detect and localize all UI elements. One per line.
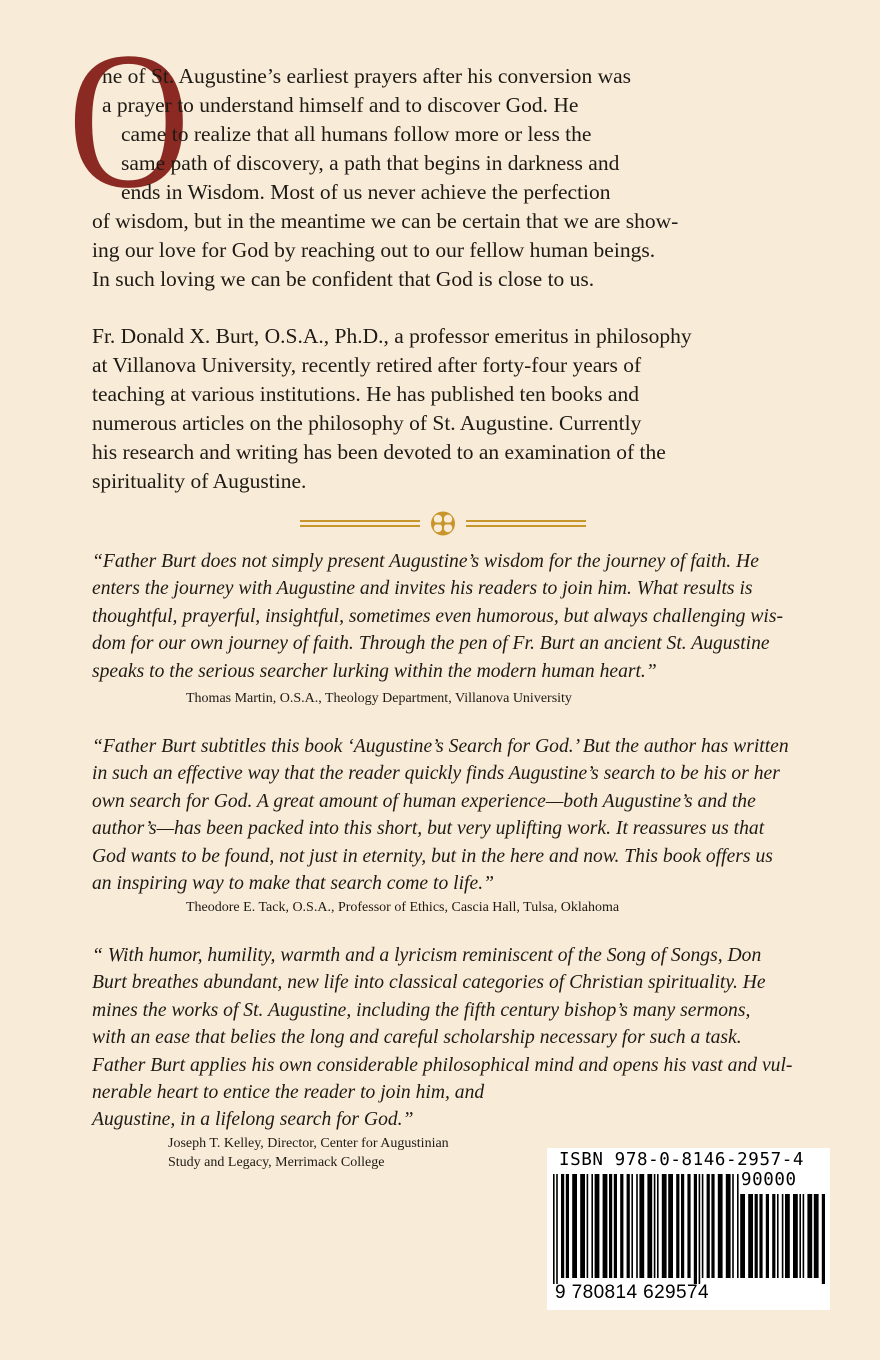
bio-line: Fr. Donald X. Burt, O.S.A., Ph.D., a professor emeritus in philosophy: [92, 324, 692, 348]
quote-line: “ With humor, humility, warmth and a lyricism reminiscent of the Song of Songs, Don: [92, 945, 762, 966]
barcode-bar: [639, 1174, 644, 1278]
barcode-bar: [603, 1174, 608, 1278]
quote-line: mines the works of St. Augustine, including the fifth century bishop’s many sermons,: [92, 999, 751, 1021]
quatrefoil-ornament-icon: [431, 512, 455, 536]
attribution-line: Thomas Martin, O.S.A., Theology Department, Villanova University: [186, 691, 572, 706]
intro-paragraph: [92, 62, 792, 294]
intro-line: same path of discovery, a path that begins in darkness and: [121, 151, 620, 175]
barcode-bar: [681, 1174, 684, 1278]
review-attribution-2: [186, 898, 619, 917]
review-quote-2: [92, 733, 832, 897]
quote-line: in such an effective way that the reader quickly finds Augustine’s search to be his or her: [92, 763, 780, 785]
barcode-bar: [707, 1174, 710, 1278]
attribution-line: Joseph T. Kelley, Director, Center for Augustinian: [168, 1136, 449, 1151]
barcode-bar: [595, 1174, 600, 1278]
barcode-bar: [711, 1174, 714, 1278]
intro-line: In such loving we can be confident that God is close to us.: [92, 267, 595, 291]
ean-number: 9 780814 629574: [555, 1282, 709, 1303]
barcode-bar: [718, 1174, 723, 1278]
barcode-bar: [777, 1194, 779, 1278]
barcode-bar: [553, 1174, 555, 1284]
quote-line: “Father Burt does not simply present Augustine’s wisdom for the journey of faith. He: [92, 551, 759, 572]
barcode-bar: [556, 1174, 558, 1284]
barcode-bar: [699, 1174, 701, 1284]
intro-line: ends in Wisdom. Most of us never achieve the perfection: [121, 180, 611, 204]
quote-line: “Father Burt subtitles this book ‘Augustine’s Search for God.’ But the author has written: [92, 736, 789, 757]
quote-line: author’s—has been packed into this short, but very uplifting work. It reassures us that: [92, 818, 765, 840]
barcode-bar: [636, 1174, 638, 1278]
barcode-bar: [785, 1194, 790, 1278]
barcode-bar: [793, 1194, 798, 1278]
quote-line: Burt breathes abundant, new life into classical categories of Christian spirituality. He: [92, 972, 766, 994]
attribution-line: Theodore E. Tack, O.S.A., Professor of Ethics, Cascia Hall, Tulsa, Oklahoma: [186, 900, 620, 915]
bio-line: numerous articles on the philosophy of St. Augustine. Currently: [92, 411, 642, 435]
barcode-bar: [676, 1174, 679, 1278]
barcode-bar: [572, 1174, 577, 1278]
barcode-bar: [609, 1174, 612, 1278]
quote-line: thoughtful, prayerful, insightful, sometimes even humorous, but always challenging wis-: [92, 605, 783, 627]
barcode-bar: [694, 1174, 697, 1284]
barcode-bar: [748, 1194, 753, 1278]
quote-line: nerable heart to entice the reader to join him, and: [92, 1082, 485, 1104]
barcode-bar: [782, 1194, 784, 1278]
barcode-bar: [687, 1174, 690, 1278]
quote-line: God wants to be found, not just in eternity, but in the here and now. This book offers us: [92, 845, 773, 867]
bio-line: spirituality of Augustine.: [92, 469, 307, 493]
bio-line: his research and writing has been devoted to an examination of the: [92, 440, 666, 464]
intro-line: ing our love for God by reaching out to our fellow human beings.: [92, 238, 656, 262]
drop-cap: O: [68, 12, 190, 229]
quote-line: enters the journey with Augustine and invites his readers to join him. What results is: [92, 578, 753, 600]
barcode-bar: [654, 1174, 656, 1278]
quote-line: dom for our own journey of faith. Through the pen of Fr. Burt an ancient St. Augustine: [92, 633, 770, 655]
quote-line: Augustine, in a lifelong search for God.”: [92, 1109, 414, 1131]
barcode-bar: [662, 1174, 667, 1278]
barcode-bar: [561, 1174, 564, 1278]
intro-line: of wisdom, but in the meantime we can be certain that we are show-: [92, 209, 679, 233]
review-quote-1: [92, 548, 832, 685]
quote-line: with an ease that belies the long and careful scholarship necessary for such a task.: [92, 1027, 742, 1049]
barcode-bar: [807, 1194, 812, 1278]
barcode-bar: [668, 1174, 673, 1278]
price-code: 90000: [741, 1170, 797, 1190]
barcode-bar: [759, 1194, 762, 1278]
quote-line: own search for God. A great amount of human experience—both Augustine’s and the: [92, 790, 756, 812]
bio-line: teaching at various institutions. He has published ten books and: [92, 382, 639, 406]
divider-ornament: [298, 511, 588, 537]
isbn-label: ISBN 978-0-8146-2957-4: [559, 1150, 804, 1170]
barcode-bar: [822, 1194, 825, 1284]
barcode-bar: [814, 1194, 819, 1278]
barcode-bar: [591, 1174, 593, 1278]
barcode-bar: [799, 1194, 801, 1278]
barcode-bar: [755, 1194, 758, 1278]
attribution-line: Study and Legacy, Merrimack College: [168, 1155, 385, 1170]
barcode-bar: [620, 1174, 623, 1278]
barcode-bar: [732, 1174, 734, 1278]
barcode-bar: [772, 1194, 775, 1278]
barcode-bar: [726, 1174, 731, 1278]
quote-line: an inspiring way to make that search come to life.”: [92, 873, 494, 895]
barcode-bar: [647, 1174, 652, 1278]
intro-line: a prayer to understand himself and to discover God. He: [102, 93, 579, 117]
barcode-bar: [737, 1174, 739, 1278]
barcode-bar: [580, 1174, 585, 1278]
author-bio: [92, 322, 812, 496]
quote-line: Father Burt applies his own considerable philosophical mind and opens his vast and vul-: [92, 1054, 793, 1076]
intro-line: ne of St. Augustine’s earliest prayers after his conversion was: [102, 64, 632, 88]
barcode-bar: [766, 1194, 769, 1278]
barcode-bar: [740, 1194, 745, 1278]
review-attribution-1: [186, 689, 572, 708]
barcode-bar: [587, 1174, 589, 1278]
barcode-bar: [614, 1174, 617, 1278]
review-attribution-3: [168, 1134, 449, 1172]
barcode-bar: [627, 1174, 630, 1278]
review-quote-3: [92, 942, 832, 1134]
isbn-barcode: [547, 1148, 830, 1310]
barcode-bar: [702, 1174, 704, 1278]
intro-line: came to realize that all humans follow more or less the: [121, 122, 592, 146]
barcode-bar: [566, 1174, 569, 1278]
barcode-bar: [631, 1174, 633, 1278]
barcode-bar: [803, 1194, 805, 1278]
quote-line: speaks to the serious searcher lurking within the modern human heart.”: [92, 660, 657, 682]
barcode-bar: [657, 1174, 659, 1278]
bio-line: at Villanova University, recently retired after forty-four years of: [92, 353, 642, 377]
